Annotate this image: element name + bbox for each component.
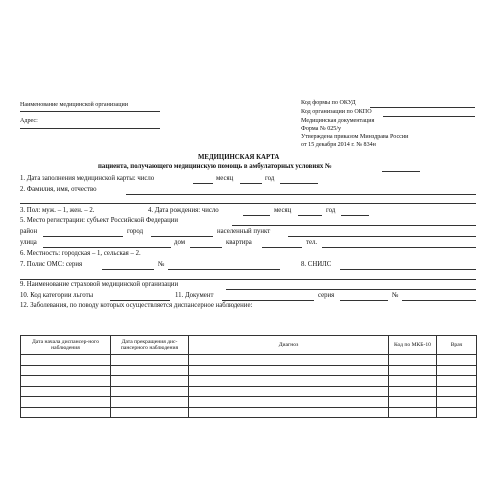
house-label: дом (174, 239, 186, 246)
birth-day-field[interactable] (243, 215, 270, 216)
oms-series-field[interactable] (102, 269, 154, 270)
table-row (21, 386, 477, 397)
fill-day-field[interactable] (193, 183, 213, 184)
locality-label: 6. Местность: городская – 1, сельская – 2. (20, 250, 141, 257)
birth-date-label: 4. Дата рождения: число (148, 207, 219, 214)
org-name-label: Наименование медицинской организации (20, 102, 129, 108)
oms-number-label: № (158, 261, 165, 268)
document-series-label: серия (318, 292, 335, 299)
table-cell[interactable] (389, 376, 437, 387)
table-cell[interactable] (389, 386, 437, 397)
table-cell[interactable] (111, 397, 189, 408)
table-cell[interactable] (437, 355, 477, 366)
col-start-date: Дата начала диспансер-ного наблюдения (21, 336, 111, 355)
birth-year-label: год (326, 207, 336, 214)
registration-label: 5. Место регистрации: субъект Российской Федерации (20, 217, 178, 224)
table-cell[interactable] (111, 365, 189, 376)
city-label: город (127, 228, 144, 235)
col-icd-code: Код по МКБ-10 (389, 336, 437, 355)
col-diagnosis: Диагноз (189, 336, 389, 355)
table-cell[interactable] (437, 407, 477, 418)
birth-month-label: месяц (274, 207, 292, 214)
insurer-field[interactable] (226, 289, 476, 290)
gender-label: 3. Пол: муж. – 1, жен. – 2. (20, 207, 95, 214)
table-row (21, 407, 477, 418)
fill-month-field[interactable] (240, 183, 262, 184)
fill-month-label: месяц (216, 175, 234, 182)
fill-year-field[interactable] (280, 183, 318, 184)
table-cell[interactable] (437, 365, 477, 376)
table-row (21, 355, 477, 366)
street-field[interactable] (43, 247, 171, 248)
table-cell[interactable] (389, 355, 437, 366)
address-label: Адрес: (20, 118, 38, 124)
okud-line (370, 107, 475, 108)
house-field[interactable] (190, 247, 222, 248)
card-number-line (382, 171, 420, 172)
table-cell[interactable] (437, 397, 477, 408)
table-cell[interactable] (189, 397, 389, 408)
settlement-label: населенный пункт (217, 228, 271, 235)
apartment-field[interactable] (262, 247, 302, 248)
table-cell[interactable] (21, 386, 111, 397)
birth-year-field[interactable] (341, 215, 369, 216)
table-cell[interactable] (111, 407, 189, 418)
table-cell[interactable] (21, 365, 111, 376)
table-cell[interactable] (189, 365, 389, 376)
org-name-line (20, 111, 160, 112)
benefit-code-field[interactable] (110, 300, 170, 301)
page-subtitle: пациента, получающего медицинскую помощь в амбулаторных условиях № (98, 163, 332, 170)
document-field[interactable] (222, 300, 314, 301)
table-cell[interactable] (189, 376, 389, 387)
district-field[interactable] (43, 236, 123, 237)
district-label: район (20, 228, 38, 235)
region-field[interactable] (232, 225, 476, 226)
okpo-line (383, 116, 475, 117)
table-cell[interactable] (189, 386, 389, 397)
full-name-field[interactable] (126, 194, 476, 195)
city-field[interactable] (151, 236, 213, 237)
table-cell[interactable] (437, 376, 477, 387)
table-cell[interactable] (21, 355, 111, 366)
table-cell[interactable] (189, 355, 389, 366)
snils-field[interactable] (340, 269, 476, 270)
document-number-label: № (392, 292, 399, 299)
okpo-label: Код организации по ОКПО (301, 109, 372, 115)
birth-month-field[interactable] (298, 215, 322, 216)
table-row (21, 397, 477, 408)
phone-label: тел. (306, 239, 318, 246)
apartment-label: квартира (226, 239, 252, 246)
approved-by: Утверждена приказом Минздрава России (301, 134, 409, 140)
oms-number-field[interactable] (168, 269, 280, 270)
col-doctor: Врач (437, 336, 477, 355)
okud-label: Код формы по ОКУД (301, 100, 356, 106)
table-cell[interactable] (21, 376, 111, 387)
street-label: улица (20, 239, 37, 246)
diseases-label: 12. Заболевания, по поводу которых осуществляется диспансерное наблюдение: (20, 302, 253, 309)
full-name-line-2[interactable] (20, 203, 476, 204)
table-cell[interactable] (111, 355, 189, 366)
separator-line (20, 279, 476, 280)
document-label: 11. Документ (175, 292, 214, 299)
document-series-field[interactable] (340, 300, 388, 301)
table-cell[interactable] (389, 407, 437, 418)
table-row (21, 365, 477, 376)
address-line (20, 128, 160, 129)
approval-date: от 15 декабря 2014 г. № 834н (301, 142, 376, 148)
fill-year-label: год (265, 175, 275, 182)
table-row (21, 376, 477, 387)
table-cell[interactable] (111, 376, 189, 387)
med-doc-label: Медицинская документация (301, 118, 375, 124)
full-name-label: 2. Фамилия, имя, отчество (20, 186, 97, 193)
dispensary-table (20, 335, 477, 418)
insurer-label: 9. Наименование страховой медицинской организации (20, 281, 179, 288)
fill-date-label: 1. Дата заполнения медицинской карты: число (20, 175, 155, 182)
benefit-code-label: 10. Код категории льготы (20, 292, 94, 299)
phone-field[interactable] (322, 247, 476, 248)
table-cell[interactable] (21, 407, 111, 418)
table-header-row (21, 336, 477, 355)
oms-policy-label: 7. Полис ОМС: серия (20, 261, 83, 268)
page-title: МЕДИЦИНСКАЯ КАРТА (198, 154, 280, 161)
table-cell[interactable] (389, 365, 437, 376)
table-cell[interactable] (21, 397, 111, 408)
table-cell[interactable] (389, 397, 437, 408)
table-cell[interactable] (111, 386, 189, 397)
document-number-field[interactable] (402, 300, 476, 301)
form-number: Форма № 025/у (301, 126, 342, 132)
table-cell[interactable] (437, 386, 477, 397)
settlement-field[interactable] (288, 236, 476, 237)
snils-label: 8. СНИЛС (301, 261, 332, 268)
table-cell[interactable] (189, 407, 389, 418)
col-end-date: Дата прекращения дис-пансерного наблюдения (111, 336, 189, 355)
